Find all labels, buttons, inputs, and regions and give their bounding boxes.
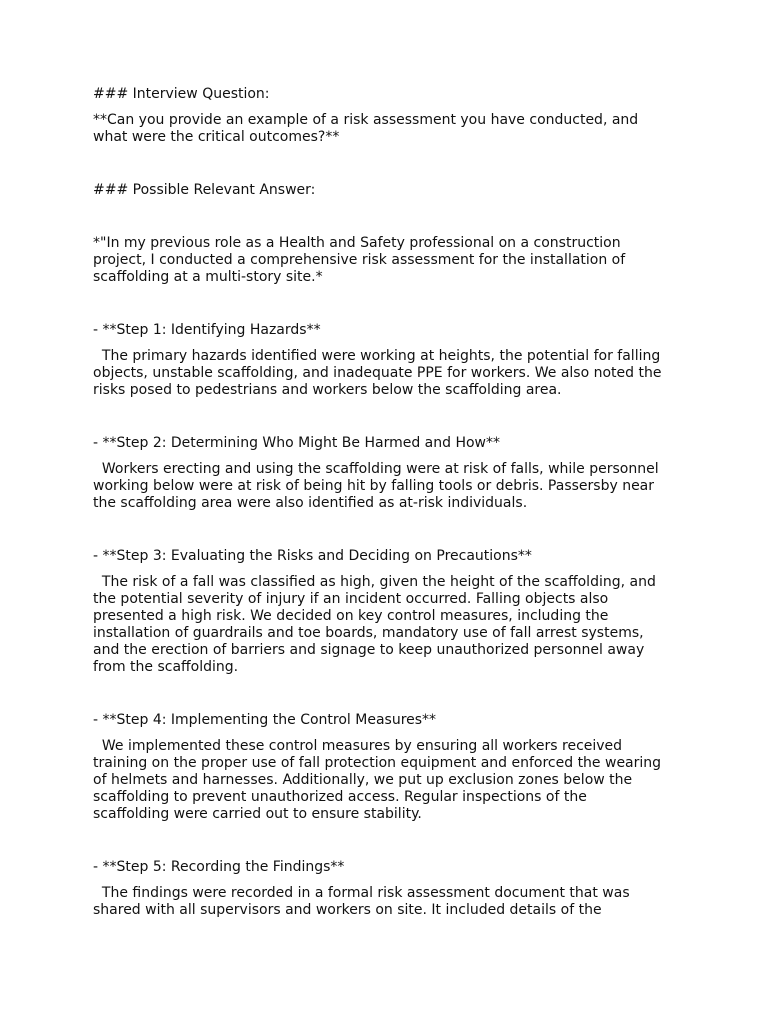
- step-body-line: The primary hazards identified were working at heights, the potential for falling: [93, 348, 661, 364]
- step-body-line: installation of guardrails and toe boards, mandatory use of fall arrest systems,: [93, 625, 644, 641]
- step-1-body: [93, 348, 683, 399]
- step-4-title: [93, 712, 683, 729]
- intro-line: project, I conducted a comprehensive risk assessment for the installation of: [93, 252, 626, 268]
- heading-possible-answer: [93, 182, 683, 199]
- step-body-line: and the erection of barriers and signage to keep unauthorized personnel away: [93, 642, 645, 658]
- heading-text: ### Possible Relevant Answer:: [93, 182, 316, 198]
- document-page: [93, 86, 683, 919]
- step-body-line: scaffolding to prevent unauthorized access. Regular inspections of the: [93, 789, 587, 805]
- step-1-title: [93, 322, 683, 339]
- step-body-line: The findings were recorded in a formal risk assessment document that was: [93, 885, 630, 901]
- step-title-text: - **Step 1: Identifying Hazards**: [93, 322, 321, 338]
- step-title-text: - **Step 5: Recording the Findings**: [93, 859, 345, 875]
- step-5-body: [93, 885, 683, 919]
- intro-paragraph: [93, 235, 683, 286]
- step-body-line: shared with all supervisors and workers on site. It included details of the: [93, 902, 602, 918]
- heading-text: ### Interview Question:: [93, 86, 270, 102]
- step-body-line: the potential severity of injury if an incident occurred. Falling objects also: [93, 591, 609, 607]
- step-body-line: Workers erecting and using the scaffolding were at risk of falls, while personnel: [93, 461, 659, 477]
- question-line: what were the critical outcomes?**: [93, 129, 340, 145]
- step-5-title: [93, 859, 683, 876]
- step-title-text: - **Step 3: Evaluating the Risks and Deciding on Precautions**: [93, 548, 532, 564]
- step-title-text: - **Step 2: Determining Who Might Be Harmed and How**: [93, 435, 501, 451]
- step-body-line: the scaffolding area were also identified as at-risk individuals.: [93, 495, 528, 511]
- step-body-line: scaffolding were carried out to ensure stability.: [93, 806, 422, 822]
- heading-interview-question: [93, 86, 683, 103]
- step-body-line: of helmets and harnesses. Additionally, we put up exclusion zones below the: [93, 772, 633, 788]
- intro-line: scaffolding at a multi-story site.*: [93, 269, 323, 285]
- step-body-line: training on the proper use of fall protection equipment and enforced the wearing: [93, 755, 662, 771]
- step-body-line: working below were at risk of being hit by falling tools or debris. Passersby near: [93, 478, 655, 494]
- step-title-text: - **Step 4: Implementing the Control Measures**: [93, 712, 437, 728]
- step-2-body: [93, 461, 683, 512]
- step-body-line: from the scaffolding.: [93, 659, 239, 675]
- step-body-line: The risk of a fall was classified as high, given the height of the scaffolding, and: [93, 574, 656, 590]
- step-3-body: [93, 574, 683, 676]
- step-body-line: risks posed to pedestrians and workers below the scaffolding area.: [93, 382, 562, 398]
- step-body-line: We implemented these control measures by ensuring all workers received: [93, 738, 623, 754]
- question-line: **Can you provide an example of a risk assessment you have conducted, and: [93, 112, 639, 128]
- step-body-line: presented a high risk. We decided on key control measures, including the: [93, 608, 609, 624]
- intro-line: *"In my previous role as a Health and Safety professional on a construction: [93, 235, 621, 251]
- step-body-line: objects, unstable scaffolding, and inadequate PPE for workers. We also noted the: [93, 365, 662, 381]
- step-3-title: [93, 548, 683, 565]
- question-paragraph: [93, 112, 683, 146]
- step-4-body: [93, 738, 683, 823]
- step-2-title: [93, 435, 683, 452]
